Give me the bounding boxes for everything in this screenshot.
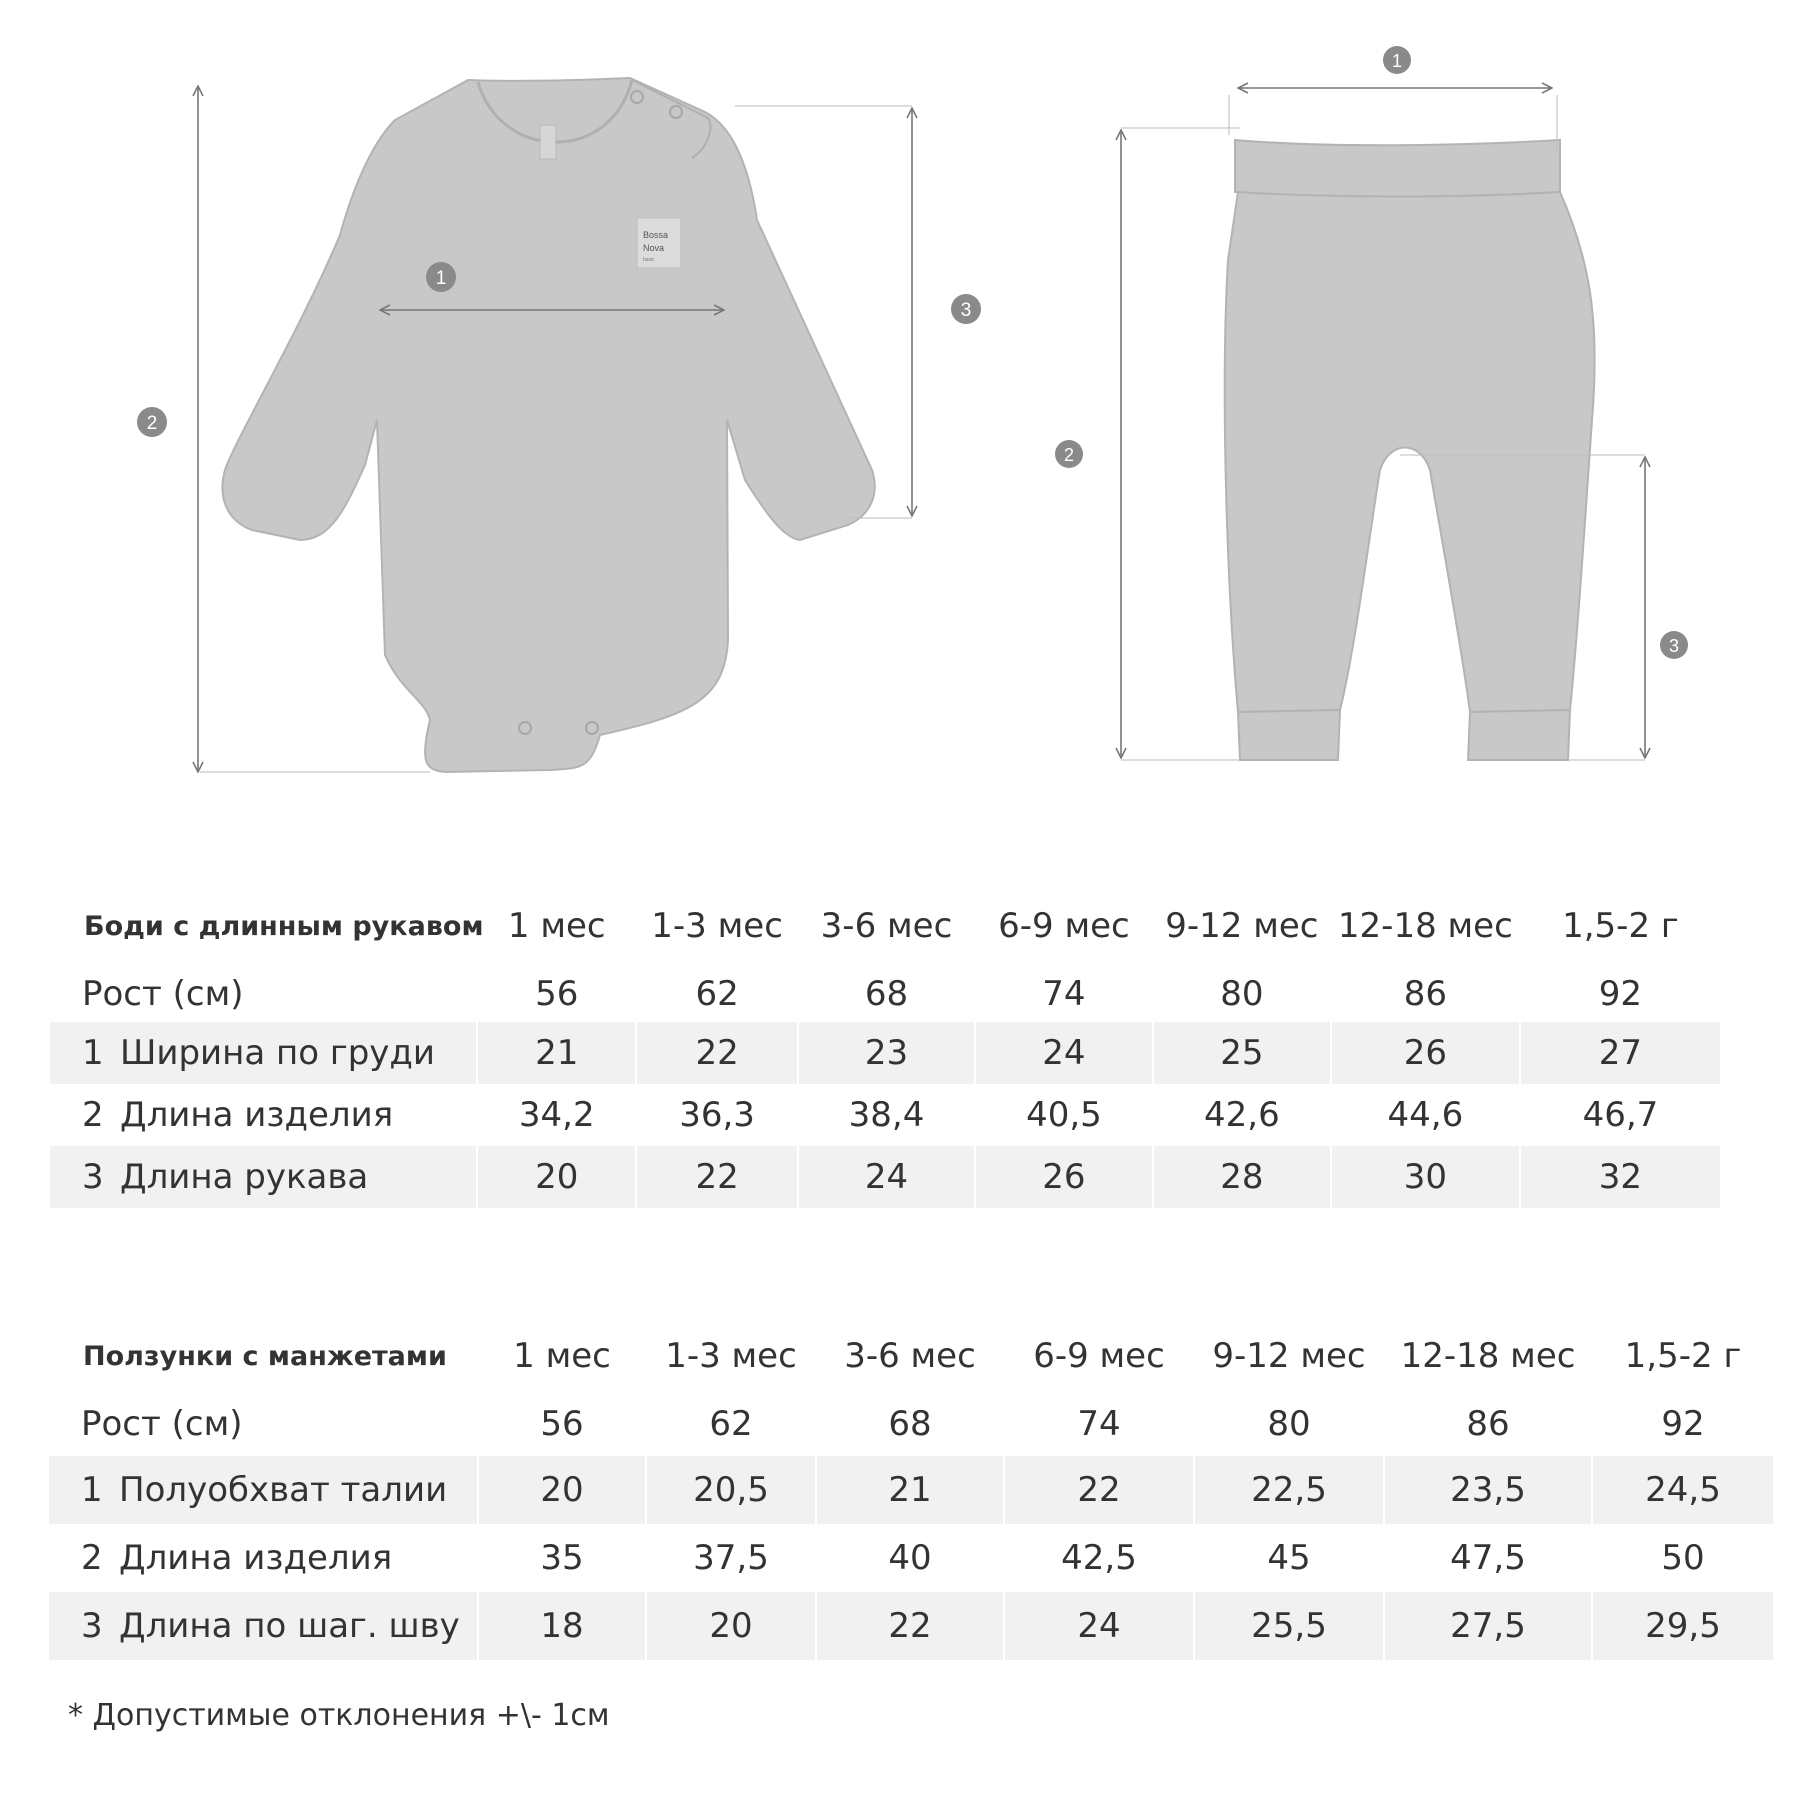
- table-row: [50, 1022, 1720, 1084]
- table-cell: 28: [1154, 1146, 1330, 1208]
- row-number: 1: [81, 1470, 103, 1510]
- pants-size-table: [47, 1320, 1775, 1660]
- table-cell: 50: [1661, 1538, 1705, 1578]
- brand-patch-line1: Bossa: [643, 230, 669, 240]
- table-cell: 62: [709, 1404, 753, 1444]
- table-cell: 21: [478, 1022, 635, 1084]
- size-header: 1-3 мес: [651, 906, 783, 946]
- row-number: 3: [82, 1157, 104, 1197]
- table-cell: 18: [479, 1592, 645, 1660]
- table-cell: 44,6: [1387, 1095, 1464, 1135]
- svg-text:1: 1: [435, 268, 447, 289]
- row-label: [50, 1022, 476, 1084]
- table-cell: 22: [637, 1022, 797, 1084]
- table-cell: 20,5: [647, 1456, 815, 1524]
- row-label: [49, 1456, 477, 1524]
- table-cell: 27: [1521, 1022, 1720, 1084]
- row-number: 1: [82, 1033, 104, 1073]
- table-cell: 23,5: [1385, 1456, 1591, 1524]
- table-cell: 20: [478, 1146, 635, 1208]
- table-cell: 74: [1042, 974, 1086, 1014]
- table-cell: 56: [535, 974, 579, 1014]
- pants-cuff-right: [1468, 710, 1570, 760]
- size-header: 12-18 мес: [1337, 906, 1513, 946]
- table-cell: 42,5: [1061, 1538, 1137, 1578]
- table-header-row: [50, 886, 1720, 966]
- table-cell: 34,2: [518, 1095, 595, 1135]
- table-cell: 24: [976, 1022, 1152, 1084]
- size-header: 1,5-2 г: [1624, 1336, 1742, 1376]
- row-label: Рост (см): [82, 974, 244, 1014]
- table-row: [49, 1456, 1773, 1524]
- table-cell: 23: [799, 1022, 974, 1084]
- svg-text:1: 1: [1391, 51, 1403, 71]
- table-cell: 24: [1005, 1592, 1193, 1660]
- size-header: 1 мес: [507, 906, 606, 946]
- table-cell: 22: [637, 1146, 797, 1208]
- table-cell: 22: [817, 1592, 1003, 1660]
- row-label-text: Ширина по груди: [120, 1033, 436, 1073]
- brand-patch-line3: basic: [643, 257, 655, 263]
- table-header-row: [49, 1320, 1773, 1392]
- table-cell: 32: [1521, 1146, 1720, 1208]
- table-cell: 86: [1466, 1404, 1510, 1444]
- table-title: Ползунки с манжетами: [83, 1340, 447, 1372]
- bodysuit-marker-1: [426, 262, 456, 292]
- size-header: 1 мес: [513, 1336, 611, 1376]
- table-cell: 22: [1005, 1456, 1193, 1524]
- table-cell: 35: [540, 1538, 584, 1578]
- table-cell: 24,5: [1593, 1456, 1773, 1524]
- size-header: 3-6 мес: [820, 906, 953, 946]
- table-cell: 62: [695, 974, 739, 1014]
- brand-patch-line2: Nova: [643, 243, 665, 253]
- table-cell: 80: [1267, 1404, 1311, 1444]
- row-number: 2: [82, 1095, 104, 1135]
- table-cell: 42,6: [1204, 1095, 1280, 1135]
- table-row: [49, 1524, 1773, 1592]
- bodysuit-marker-2: [137, 407, 167, 437]
- tolerance-footnote: * Допустимые отклонения +\- 1см: [68, 1698, 610, 1733]
- row-label: Рост (см): [81, 1404, 243, 1444]
- bodysuit-illustration: [222, 78, 874, 772]
- pants-marker-3: [1660, 631, 1688, 659]
- table-cell: 68: [888, 1404, 932, 1444]
- table-cell: 36,3: [679, 1095, 755, 1135]
- size-header: 12-18 мес: [1400, 1336, 1576, 1376]
- row-label-text: Длина по шаг. шву: [119, 1606, 460, 1646]
- table-cell: 45: [1267, 1538, 1311, 1578]
- row-label-text: Полуобхват талии: [119, 1470, 448, 1510]
- table-cell: 22,5: [1195, 1456, 1383, 1524]
- size-header: 3-6 мес: [844, 1336, 976, 1376]
- size-header: 1,5-2 г: [1562, 906, 1679, 946]
- table-cell: 30: [1332, 1146, 1519, 1208]
- neck-label: [540, 125, 556, 159]
- table-cell: 29,5: [1593, 1592, 1773, 1660]
- garment-illustrations: [0, 0, 1801, 800]
- svg-text:3: 3: [960, 300, 972, 321]
- table-cell: 46,7: [1582, 1095, 1659, 1135]
- svg-text:2: 2: [1063, 445, 1075, 465]
- row-label-text: Длина изделия: [120, 1095, 394, 1135]
- table-cell: 40,5: [1026, 1095, 1102, 1135]
- table-cell: 25: [1154, 1022, 1330, 1084]
- table-cell: 40: [888, 1538, 932, 1578]
- table-row: [50, 966, 1720, 1022]
- table-row: [49, 1392, 1773, 1456]
- row-label-text: Длина рукава: [120, 1157, 369, 1197]
- table-cell: 20: [479, 1456, 645, 1524]
- size-header: 6-9 мес: [998, 906, 1130, 946]
- row-label: [50, 1084, 476, 1146]
- table-title: Боди с длинным рукавом: [84, 910, 484, 942]
- row-label: [49, 1524, 477, 1592]
- pants-cuff-left: [1238, 710, 1340, 760]
- table-cell: 25,5: [1195, 1592, 1383, 1660]
- table-cell: 86: [1403, 974, 1447, 1014]
- table-cell: 92: [1661, 1404, 1705, 1444]
- table-row: [50, 1146, 1720, 1208]
- table-cell: 47,5: [1450, 1538, 1526, 1578]
- table-cell: 24: [799, 1146, 974, 1208]
- table-cell: 74: [1077, 1404, 1121, 1444]
- svg-text:2: 2: [146, 413, 158, 434]
- size-header: 9-12 мес: [1165, 906, 1319, 946]
- row-number: 3: [81, 1606, 103, 1646]
- bodysuit-silhouette: [222, 78, 874, 772]
- table-cell: 38,4: [848, 1095, 925, 1135]
- table-cell: 56: [540, 1404, 584, 1444]
- size-header: 6-9 мес: [1033, 1336, 1165, 1376]
- table-cell: 26: [976, 1146, 1152, 1208]
- table-cell: 68: [864, 974, 909, 1014]
- row-label-text: Длина изделия: [119, 1538, 393, 1578]
- pants-marker-2: [1055, 440, 1083, 468]
- table-cell: 20: [647, 1592, 815, 1660]
- pants-silhouette: [1225, 192, 1595, 712]
- svg-text:3: 3: [1668, 636, 1680, 656]
- pants-illustration: [1225, 140, 1595, 760]
- table-row: [50, 1084, 1720, 1146]
- pants-marker-1: [1383, 46, 1411, 74]
- table-cell: 27,5: [1385, 1592, 1591, 1660]
- bodysuit-size-table: [48, 886, 1722, 1208]
- table-cell: 80: [1220, 974, 1264, 1014]
- bodysuit-marker-3: [951, 294, 981, 324]
- row-label: [50, 1146, 476, 1208]
- row-number: 2: [81, 1538, 103, 1578]
- row-label: [49, 1592, 477, 1660]
- table-cell: 26: [1332, 1022, 1519, 1084]
- size-header: 9-12 мес: [1212, 1336, 1366, 1376]
- table-cell: 92: [1598, 974, 1643, 1014]
- table-row: [49, 1592, 1773, 1660]
- size-header: 1-3 мес: [665, 1336, 797, 1376]
- pants-waistband: [1235, 140, 1560, 197]
- table-cell: 21: [817, 1456, 1003, 1524]
- table-cell: 37,5: [693, 1538, 769, 1578]
